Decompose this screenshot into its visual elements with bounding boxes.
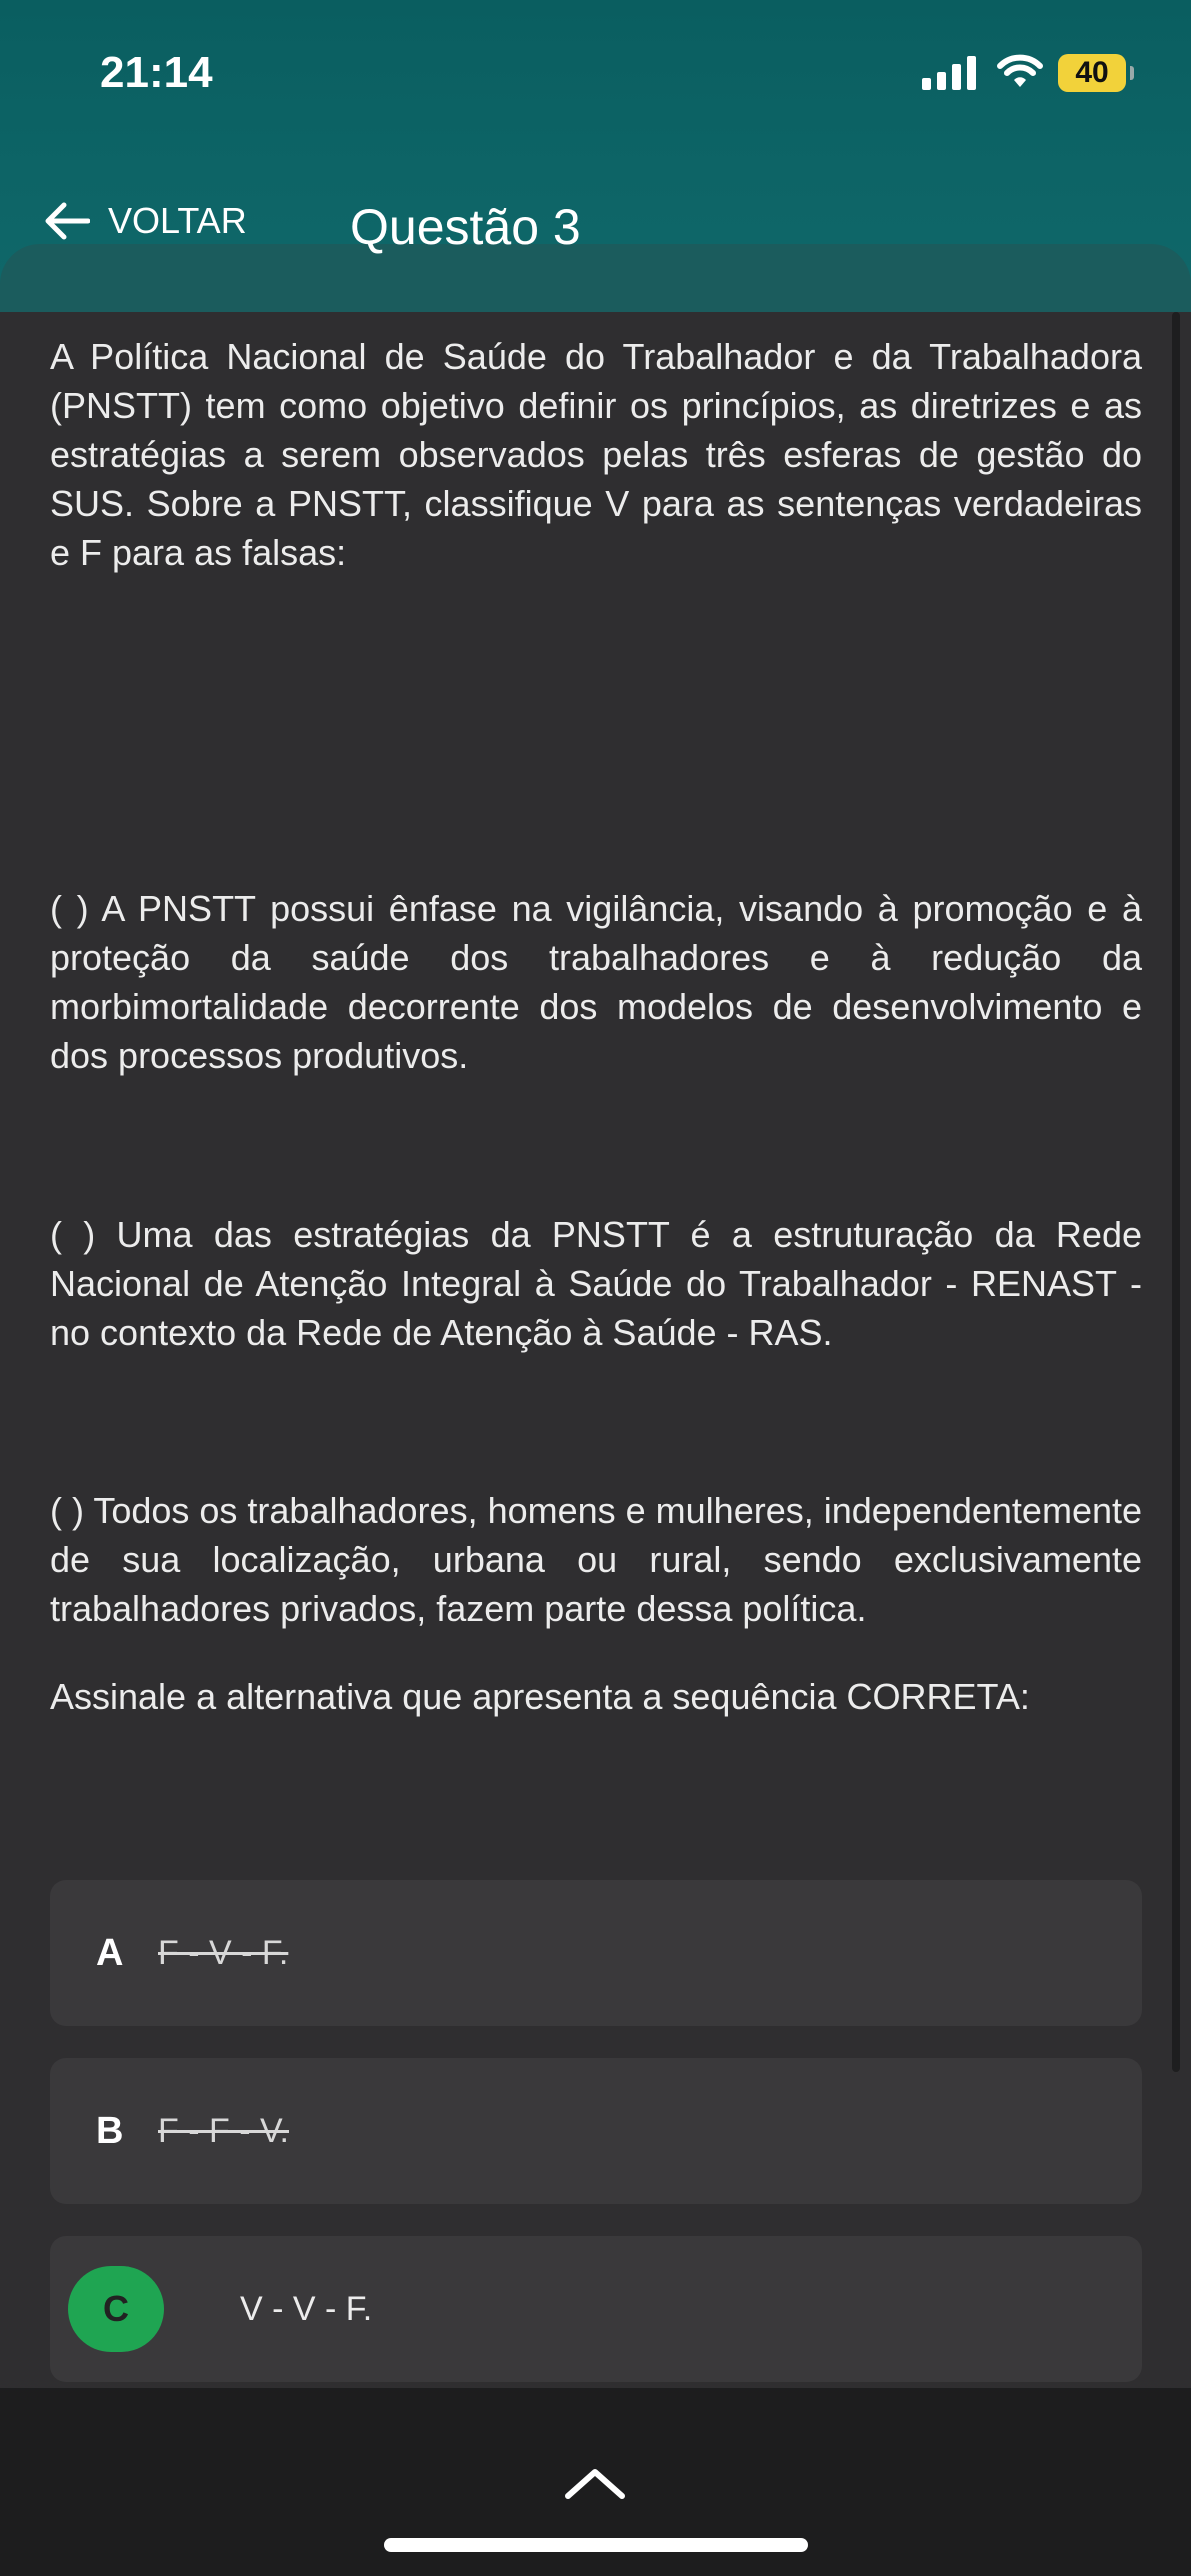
option-letter: B: [96, 2109, 124, 2152]
arrow-left-icon: [44, 201, 90, 241]
status-time: 21:14: [100, 48, 213, 97]
statement-3: ( ) Todos os trabalhadores, homens e mulheres, independentemente de sua localização, urbana ou rural, sendo exclusivamente trabalhadores privados, fazem parte dessa política.: [50, 1490, 1143, 1629]
option-text: F - F - V.: [158, 2111, 289, 2150]
back-label: VOLTAR: [108, 200, 247, 241]
scrollbar[interactable]: [1172, 312, 1180, 2072]
option-b[interactable]: [50, 2058, 1142, 2204]
question-intro: A Política Nacional de Saúde do Trabalhador e da Trabalhadora (PNSTT) tem como objetivo definir os princípios, as diretrizes e as estratégias a serem observados pelas três esferas de gestão do SUS. Sobre a PNSTT, classifique V para as sentenças verdadeiras e F para as falsas:: [50, 336, 1142, 573]
battery-level: 40: [1075, 56, 1109, 89]
battery-tip: [1130, 66, 1134, 80]
statement-2: ( ) Uma das estratégias da PNSTT é a estruturação da Rede Nacional de Atenção Integral à Saúde do Trabalhador - RENAST - no contexto da Rede de Atenção à Saúde - RAS.: [50, 1214, 1142, 1353]
chevron-up-icon[interactable]: [564, 2466, 626, 2500]
header: [0, 0, 1191, 312]
signal-icon: [922, 56, 976, 90]
wifi-icon: [996, 52, 1044, 92]
back-button[interactable]: [44, 200, 247, 242]
header-curve: [0, 244, 1191, 312]
option-text: F - V - F.: [158, 1933, 289, 1972]
page-title: Questão 3: [350, 199, 581, 255]
home-indicator[interactable]: [384, 2538, 808, 2552]
battery-icon: [1058, 54, 1126, 92]
option-letter-badge: C: [68, 2266, 164, 2352]
option-c[interactable]: [50, 2236, 1142, 2382]
option-letter: A: [96, 1931, 124, 1974]
question-prompt: Assinale a alternativa que apresenta a sequência CORRETA:: [50, 1676, 1030, 1717]
statement-1: ( ) A PNSTT possui ênfase na vigilância, visando à promoção e à proteção da saúde dos trabalhadores e à redução da morbimortalidade decorrente dos modelos de desenvolvimento e dos processos produtivos.: [50, 888, 1142, 1076]
option-a[interactable]: [50, 1880, 1142, 2026]
option-text: V - V - F.: [240, 2289, 373, 2328]
